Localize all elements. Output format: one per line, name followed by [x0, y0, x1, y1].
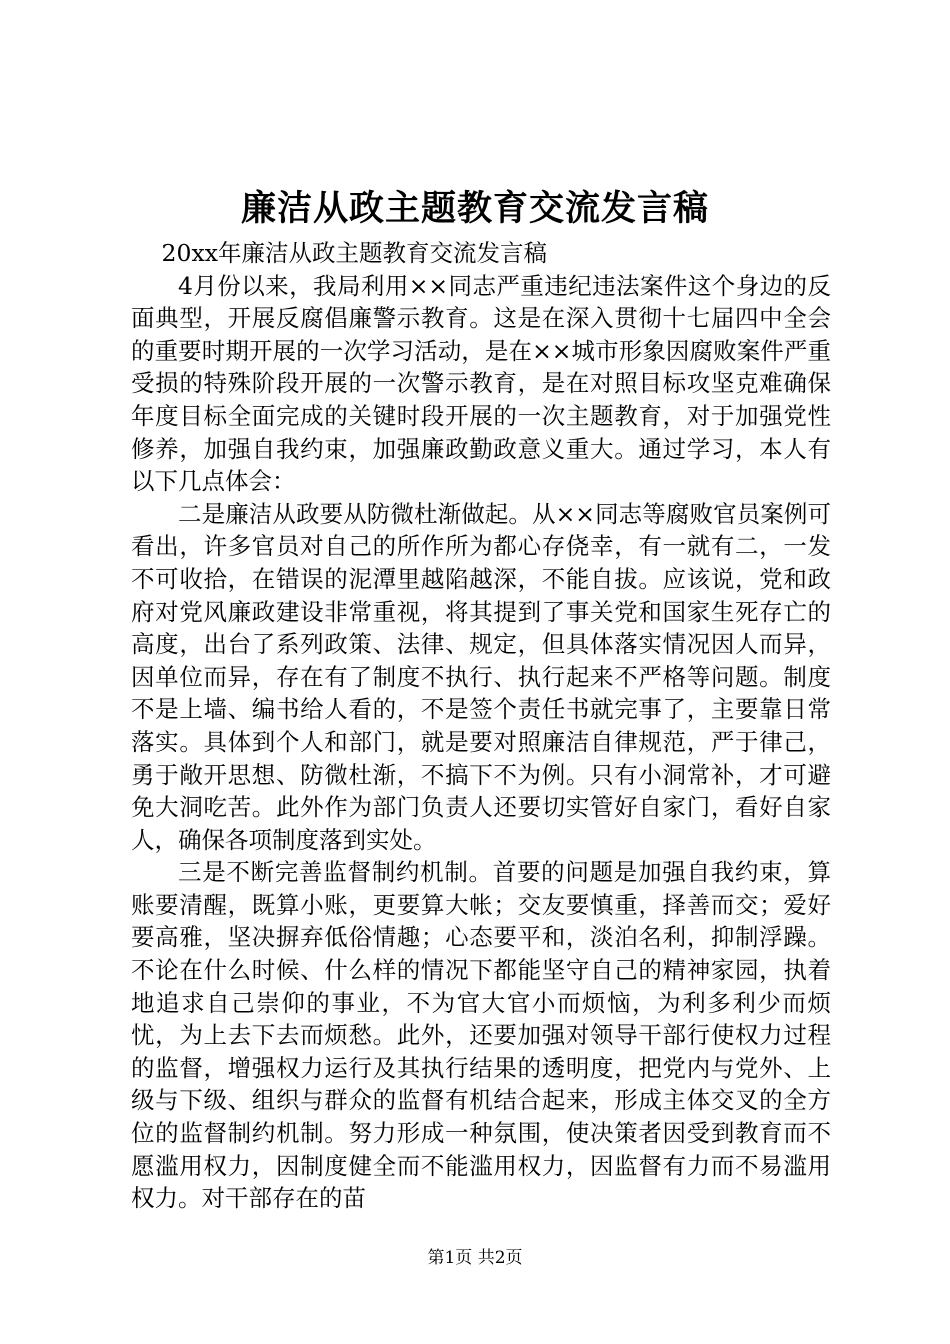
- page-number-footer: 第1页 共2页: [427, 1248, 523, 1268]
- document-body: [131, 237, 831, 1215]
- paragraph-point-three: 三是不断完善监督制约机制。首要的问题是加强自我约束，算账要清醒，既算小账，更要算大帐；交友要慎重，择善而交；爱好要高雅，坚决摒弃低俗情趣；心态要平和，淡泊名利，抑制浮躁。不论在什么时候、什么样的情况下都能坚守自己的精神家园，执着地追求自己崇仰的事业，不为官大官小而烦恼，为利多利少而烦忧，为上去下去而烦愁。此外，还要加强对领导干部行使权力过程的监督，增强权力运行及其执行结果的透明度，把党内与党外、上级与下级、组织与群众的监督有机结合起来，形成主体交叉的全方位的监督制约机制。努力形成一种氛围，使决策者因受到教育而不愿滥用权力，因制度健全而不能滥用权力，因监督有力而不易滥用权力。对干部存在的苗: [131, 858, 831, 1213]
- paragraph-intro: 4月份以来，我局利用××同志严重违纪违法案件这个身边的反面典型，开展反腐倡廉警示教育。这是在深入贯彻十七届四中全会的重要时期开展的一次学习活动，是在××城市形象因腐败案件严重受损的特殊阶段开展的一次警示教育，是在对照目标攻坚克难确保年度目标全面完成的关键时段开展的一次主题教育，对于加强党性修养，加强自我约束，加强廉政勤政意义重大。通过学习，本人有以下几点体会：: [131, 271, 831, 496]
- paragraph-point-two: 二是廉洁从政要从防微杜渐做起。从××同志等腐败官员案例可看出，许多官员对自己的所作所为都心存侥幸，有一就有二，一发不可收拾，在错误的泥潭里越陷越深，不能自拔。应该说，党和政府对党风廉政建设非常重视，将其提到了事关党和国家生死存亡的高度，出台了系列政策、法律、规定，但具体落实情况因人而异，因单位而异，存在有了制度不执行、执行起来不严格等问题。制度不是上墙、编书给人看的，不是签个责任书就完事了，主要靠日常落实。具体到个人和部门，就是要对照廉洁自律规范，严于律己，勇于敞开思想、防微杜渐，不搞下不为例。只有小洞常补，才可避免大洞吃苦。此外作为部门负责人还要切实管好自家门，看好自家人，确保各项制度落到实处。: [131, 499, 831, 854]
- document-subtitle: 20xx年廉洁从政主题教育交流发言稿: [161, 239, 547, 267]
- document-title: 廉洁从政主题教育交流发言稿: [240, 188, 709, 229]
